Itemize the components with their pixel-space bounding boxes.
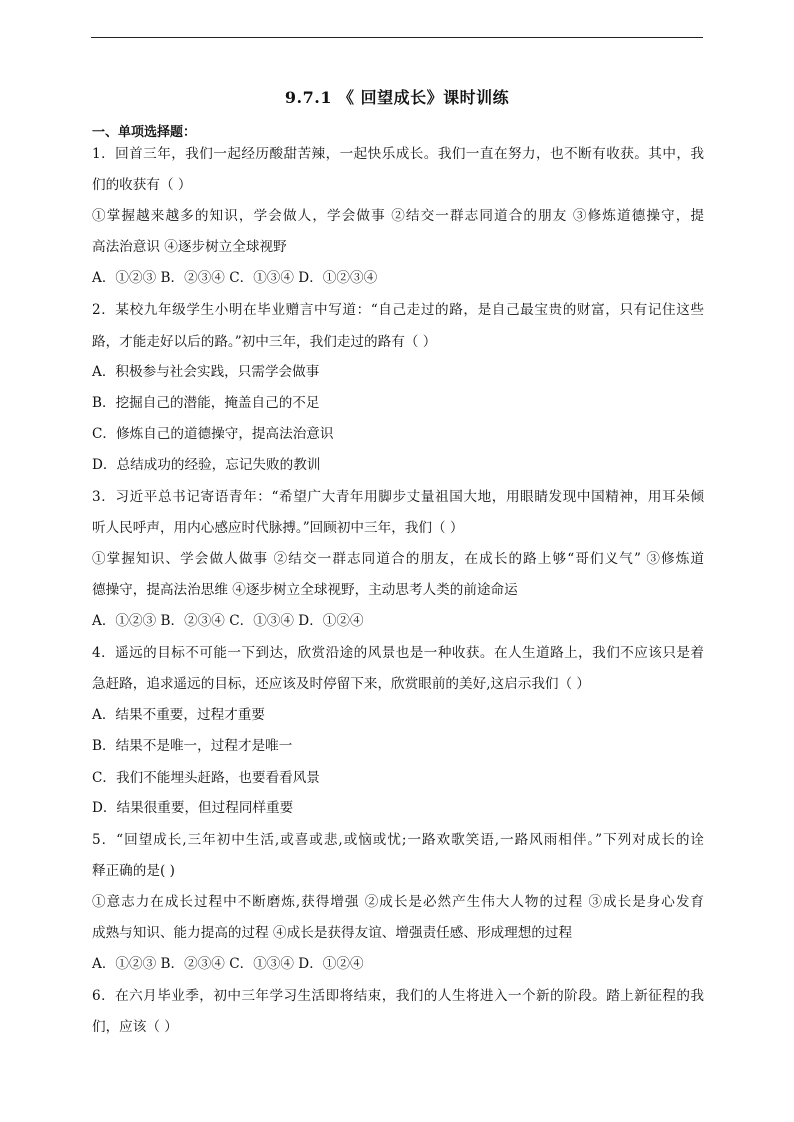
text-line: 急赶路，追求遥远的目标，还应该及时停留下来，欣赏眼前的美好,这启示我们（ ） (92, 676, 591, 692)
text-line: A．积极参与社会实践，只需学会做事 (92, 364, 320, 380)
text-line: 们，应该（ ） (92, 1019, 178, 1035)
text-line: B．挖掘自己的潜能，掩盖自己的不足 (92, 395, 320, 411)
text-line: 德操守，提高法治思维 ④逐步树立全球视野，主动思考人类的前途命运 (92, 582, 518, 598)
text-line: 1．回首三年，我们一起经历酸甜苦辣，一起快乐成长。我们一直在努力，也不断有收获。其中，我 (92, 146, 704, 162)
text-line: 高法治意识 ④逐步树立全球视野 (92, 239, 287, 255)
text-line: D．总结成功的经验，忘记失败的教训 (92, 457, 321, 473)
text-line: 4．遥远的目标不可能一下到达，欣赏沿途的风景也是一种收获。在人生道路上，我们不应该只是着 (92, 645, 704, 661)
text-line: C．修炼自己的道德操守，提高法治意识 (92, 426, 334, 442)
text-line: C．我们不能埋头赶路，也要看看风景 (92, 770, 320, 786)
header-rule (91, 37, 703, 38)
text-line: 听人民呼声，用内心感应时代脉搏。”回顾初中三年，我们（ ） (92, 520, 464, 536)
text-line: 3．习近平总书记寄语青年：“希望广大青年用脚步丈量祖国大地，用眼睛发现中国精神，用耳朵倾 (92, 489, 704, 505)
text-line: 释正确的是( ) (92, 863, 175, 879)
text-line: 6．在六月毕业季，初中三年学习生活即将结束，我们的人生将进入一个新的阶段。踏上新征程的我 (92, 988, 704, 1004)
text-line: A．①②③ B．②③④ C．①③④ D．①②④ (92, 613, 364, 629)
text-line: A．①②③ B．②③④ C．①③④ D．①②④ (92, 956, 364, 972)
text-line: A．①②③ B．②③④ C．①③④ D．①②③④ (92, 270, 378, 286)
text-line: ①意志力在成长过程中不断磨炼,获得增强 ②成长是必然产生伟大人物的过程 ③成长是身心发育 (92, 894, 704, 910)
section-heading: 一、单项选择题： (92, 125, 197, 140)
text-line: A．结果不重要，过程才重要 (92, 707, 265, 723)
text-line: 路，才能走好以后的路。”初中三年，我们走过的路有（ ） (92, 334, 437, 350)
text-line: 成熟与知识、能力提高的过程 ④成长是获得友谊、增强责任感、形成理想的过程 (92, 925, 573, 941)
text-line: ①掌握知识、学会做人做事 ②结交一群志同道合的朋友，在成长的路上够“哥们义气” ③修炼道 (92, 551, 704, 567)
text-line: B．结果不是唯一，过程才是唯一 (92, 738, 293, 754)
text-line: ①掌握越来越多的知识，学会做人，学会做事 ②结交一群志同道合的朋友 ③修炼道德操守，提 (92, 208, 704, 224)
text-line: 2．某校九年级学生小明在毕业赠言中写道：“自己走过的路，是自己最宝贵的财富，只有记住这些 (92, 302, 704, 318)
document-title: 9.7.1 《 回望成长》课时训练 (284, 88, 510, 107)
text-line: 5．“回望成长,三年初中生活,或喜或悲,或恼或忧;一路欢歌笑语,一路风雨相伴。”下列对成长的诠 (92, 832, 704, 848)
text-line: 们的收获有（ ） (92, 177, 192, 193)
text-line: D．结果很重要，但过程同样重要 (92, 800, 294, 816)
